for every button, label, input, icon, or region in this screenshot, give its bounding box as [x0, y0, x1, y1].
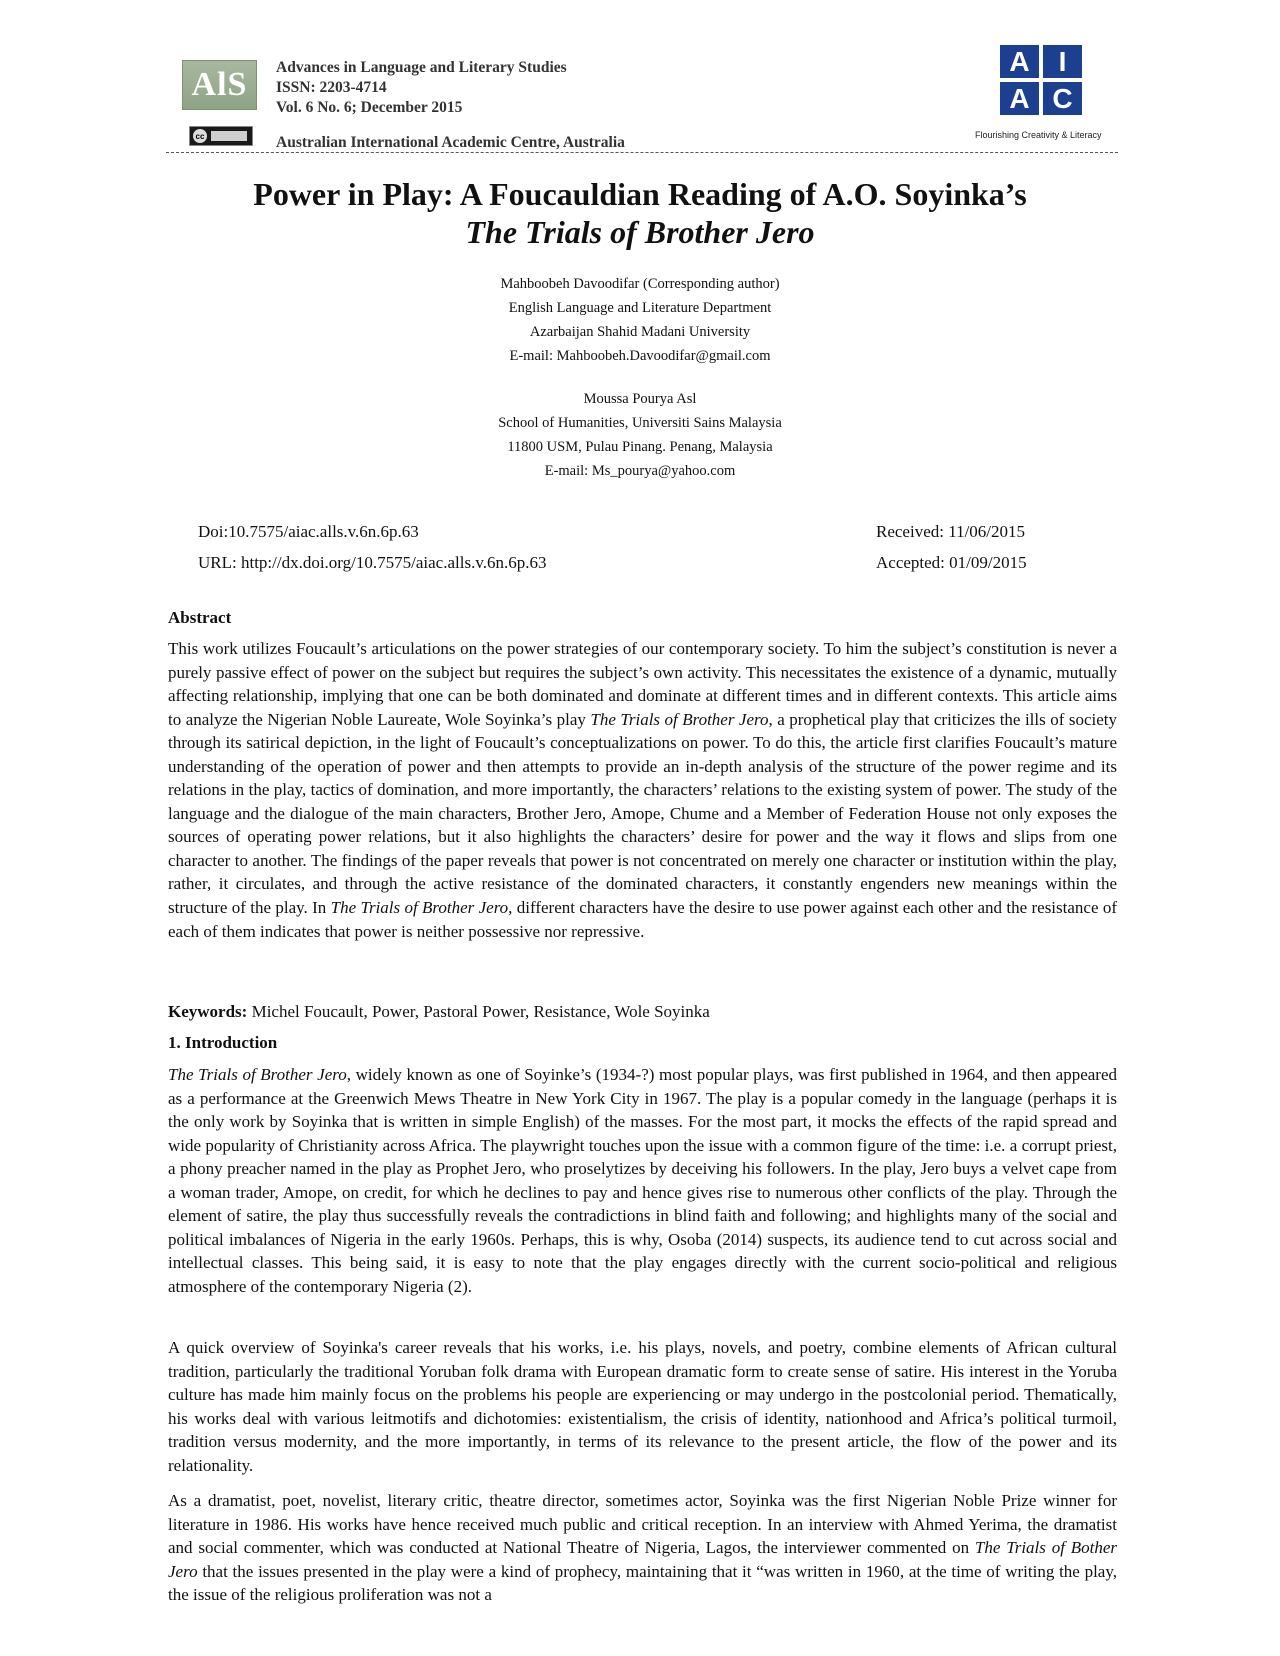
aiac-letter: A: [1000, 82, 1039, 115]
cc-license-bar: [211, 131, 247, 141]
journal-logo: AlS: [182, 60, 257, 110]
paragraph-text: As a dramatist, poet, novelist, literary critic, theatre director, sometimes actor, Soyinka was the first Nigerian Noble Prize winner for literature in 1986. His works have hence received much public and critical reception. In an interview with Ahmed Yerima, the dramatist and social commenter, which was conducted at National Theatre of Nigeria, Lagos, the interviewer commented on: [168, 1491, 1117, 1558]
aiac-tagline: Flourishing Creativity & Literacy: [975, 130, 1102, 140]
doi[interactable]: Doi:10.7575/aiac.alls.v.6n.6p.63: [198, 522, 419, 541]
author-email[interactable]: E-mail: Mahboobeh.Davoodifar@gmail.com: [509, 348, 771, 364]
aiac-logo: [1000, 45, 1082, 115]
keywords-label: Keywords:: [168, 1002, 248, 1021]
cc-icon: cc: [193, 129, 207, 143]
abstract-heading: Abstract: [168, 608, 232, 627]
received-date: Received: 11/06/2015: [876, 522, 1026, 541]
journal-info: [276, 58, 567, 118]
play-title-italic: The Trials of Brother Jero,: [330, 898, 513, 918]
keywords: [168, 1002, 710, 1022]
abstract-text: [168, 637, 1117, 943]
author-block-1: [0, 272, 1280, 368]
introduction-paragraph-3: [168, 1489, 1117, 1607]
author-name: Mahboobeh Davoodifar (Corresponding author): [500, 276, 780, 292]
abstract-text-part: different characters have the desire to use power against each other and the resistance of each of them indicates that power is neither possessive nor repressive.: [168, 898, 1117, 941]
author-university: Azarbaijan Shahid Madani University: [529, 324, 751, 340]
paragraph-text: that the issues presented in the play were a kind of prophecy, maintaining that it “was written in 1960, at the time of writing the play, the issue of the religious proliferation was not a: [168, 1561, 1117, 1605]
play-title-italic: The Trials of Brother Jero: [168, 1065, 347, 1084]
paragraph-text: , widely known as one of Soyinke’s (1934-?) most popular plays, was first published in 1964, and then appeared as a performance at the Greenwich Mews Theatre in New York City in 1967. The play is a popular comedy in the language (perhaps it is the only work by Soyinka that is written in simple English) of the masses. For the most part, it mocks the effects of the rapid spread and wide popularity of Christianity across Africa. The playwright touches upon the issue with a common figure of the time: i.e. a corrupt priest, a phony preacher named in the play as Prophet Jero, who proselytizes by deceiving his followers. In the play, Jero buys a velvet cape from a woman trader, Amope, on credit, for which he declines to pay and hence gives rise to numerous other conflicts of the play. Through the element of satire, the play thus successfully reveals the contradictions in blind faith and following; and highlights many of the social and political imbalances of Nigeria in the early 1960s. Perhaps, this is why, Osoba (2014) suspects, its audience tend to cut across social and intellectual classes. This being said, it is easy to note that the play engages directly with the current socio-political and religious atmosphere of the contemporary Nigeria (2).: [168, 1065, 1117, 1296]
author-name: Moussa Pourya Asl: [583, 391, 697, 407]
aiac-letter: A: [1000, 45, 1039, 78]
doi-url-link[interactable]: URL: http://dx.doi.org/10.7575/aiac.alls.v.6n.6p.63: [198, 553, 547, 572]
introduction-heading: 1. Introduction: [168, 1033, 278, 1052]
journal-name: Advances in Language and Literary Studies: [276, 59, 567, 76]
author-email[interactable]: E-mail: Ms_pourya@yahoo.com: [544, 463, 736, 479]
aiac-letter: I: [1043, 45, 1082, 78]
paper-title-italic: The Trials of Brother Jero: [465, 214, 815, 250]
journal-volume: Vol. 6 No. 6; December 2015: [276, 99, 463, 116]
author-department: School of Humanities, Universiti Sains Malaysia: [498, 415, 782, 431]
abstract-text-part: , a prophetical play that criticizes the ills of society through its satirical depiction, in the light of Foucault’s conceptualizations on power. To do this, the article first clarifies Foucault’s mature understanding of the operation of power and then attempts to provide an in-depth analysis of the structure of the power regime and its relations in the play, tactics of domination, and more importantly, the characters’ relations to the existing system of power. The study of the language and the dialogue of the main characters, Brother Jero, Amope, Chume and a Member of Federation House not only exposes the sources of operating power relations, but it also highlights the characters’ desire for power and the way it flows and slips from one character to another. The findings of the paper reveals that power is not concentrated on merely one character or institution within the play, rather, it circulates, and through the active resistance of the dominated characters, it constantly engenders new meanings within the structure of the play. In: [168, 709, 1117, 918]
creative-commons-badge[interactable]: [189, 126, 253, 146]
journal-issn: ISSN: 2203-4714: [276, 79, 387, 96]
introduction-paragraph-2: A quick overview of Soyinka's career reveals that his works, i.e. his plays, novels, and poetry, combine elements of African cultural tradition, particularly the traditional Yoruban folk drama with European dramatic form to create sense of satire. His interest in the Yoruba culture has made him mainly focus on the problems his people are experiencing or may undergo in the postcolonial period. Thematically, his works deal with various leitmotifs and dichotomies: existentialism, the crisis of identity, nationhood and Africa’s political turmoil, tradition versus modernity, and the more importantly, in terms of its relevance to the present article, the flow of the power and its relationality.: [168, 1338, 1117, 1475]
keywords-value: Michel Foucault, Power, Pastoral Power, Resistance, Wole Soyinka: [247, 1002, 710, 1021]
header-divider: [166, 152, 1118, 153]
paper-title: Power in Play: A Foucauldian Reading of A.O. Soyinka’s: [253, 176, 1027, 212]
publisher-name: Australian International Academic Centre, Australia: [276, 134, 625, 151]
aiac-letter: C: [1043, 82, 1082, 115]
author-block-2: [0, 387, 1280, 483]
abstract-text-part: This work utilizes Foucault’s articulations on the power strategies of our contemporary society. To him the subject’s constitution is never a purely passive effect of power on the subject but requires the subject’s own activity. This necessitates the existence of a dynamic, mutually affecting relationship, implying that one can be both dominated and dominate at different times and in different contexts. This article aims to analyze the Nigerian Noble Laureate, Wole Soyinka’s play: [168, 639, 1117, 729]
introduction-paragraph-1: [168, 1063, 1117, 1298]
author-department: English Language and Literature Department: [508, 300, 772, 316]
author-address: 11800 USM, Pulau Pinang. Penang, Malaysia: [507, 439, 773, 455]
play-title-italic: The Trials of Brother Jero: [590, 709, 769, 729]
play-title-italic: The Trials of Bother Jero: [168, 1538, 1117, 1581]
accepted-date: Accepted: 01/09/2015: [876, 553, 1027, 572]
